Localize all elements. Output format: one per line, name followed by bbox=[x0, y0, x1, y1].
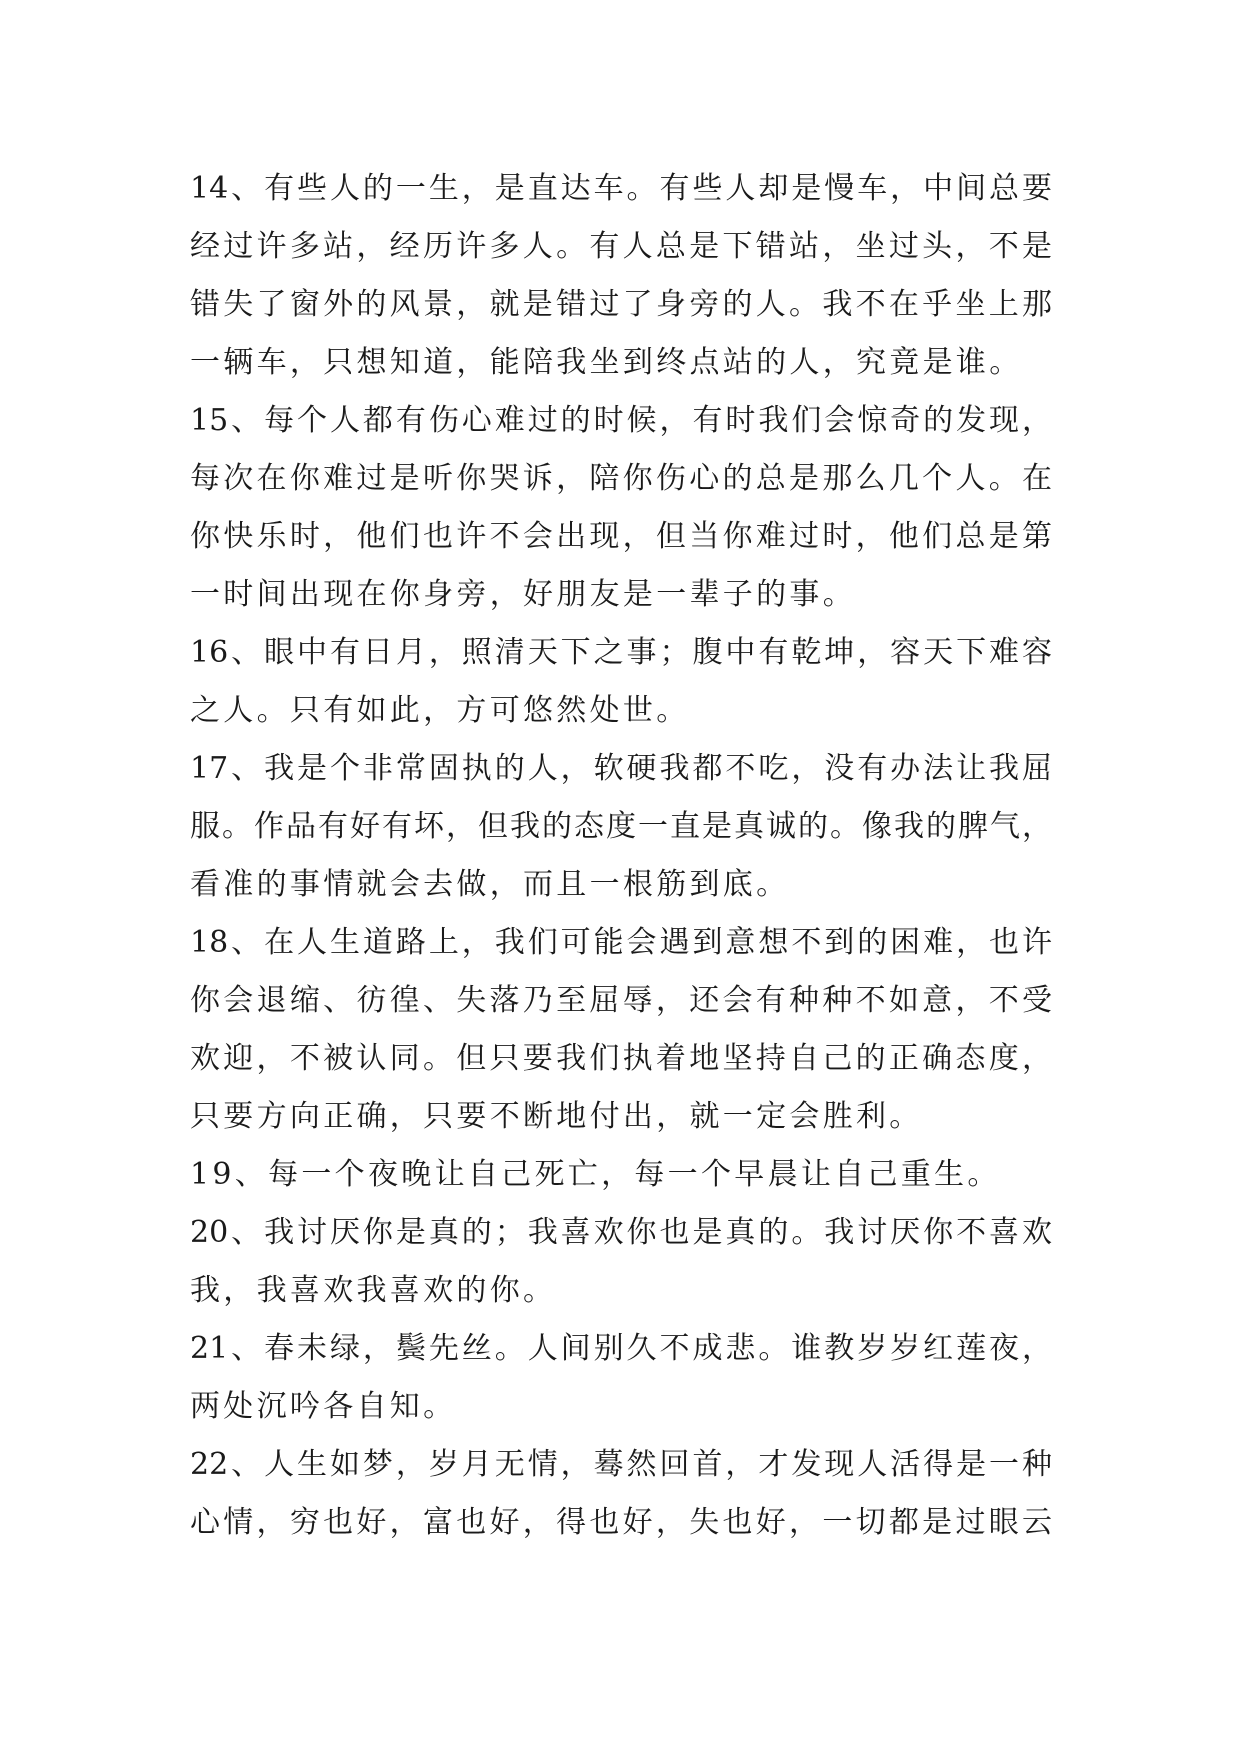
text-line: 15、每个人都有伤心难过的时候，有时我们会惊奇的发现， bbox=[190, 403, 1052, 438]
text-line: 21、春未绿，鬓先丝。人间别久不成悲。谁教岁岁红莲夜， bbox=[190, 1331, 1052, 1366]
text-line: 错失了窗外的风景，就是错过了身旁的人。我不在乎坐上那 bbox=[190, 287, 1052, 322]
text-line: 18、在人生道路上，我们可能会遇到意想不到的困难，也许 bbox=[190, 925, 1052, 960]
text-line: 14、有些人的一生，是直达车。有些人却是慢车，中间总要 bbox=[190, 171, 1052, 206]
document-body bbox=[190, 160, 1052, 1552]
text-line: 服。作品有好有坏，但我的态度一直是真诚的。像我的脾气， bbox=[190, 809, 1052, 844]
text-line: 你快乐时，他们也许不会出现，但当你难过时，他们总是第 bbox=[190, 519, 1052, 554]
text-line: 22、人生如梦，岁月无情，蓦然回首，才发现人活得是一种 bbox=[190, 1447, 1052, 1482]
text-line: 一时间出现在你身旁，好朋友是一辈子的事。 bbox=[190, 577, 856, 612]
text-line: 看准的事情就会去做，而且一根筋到底。 bbox=[190, 867, 790, 902]
text-line: 一辆车，只想知道，能陪我坐到终点站的人，究竟是谁。 bbox=[190, 345, 1023, 380]
text-line: 每次在你难过是听你哭诉，陪你伤心的总是那么几个人。在 bbox=[190, 461, 1052, 496]
text-line: 只要方向正确，只要不断地付出，就一定会胜利。 bbox=[190, 1099, 923, 1134]
text-line: 经过许多站，经历许多人。有人总是下错站，坐过头，不是 bbox=[190, 229, 1052, 264]
text-line: 你会退缩、彷徨、失落乃至屈辱，还会有种种不如意，不受 bbox=[190, 983, 1052, 1018]
text-line: 欢迎，不被认同。但只要我们执着地坚持自己的正确态度， bbox=[190, 1041, 1052, 1076]
text-line: 之人。只有如此，方可悠然处世。 bbox=[190, 693, 690, 728]
text-line: 17、我是个非常固执的人，软硬我都不吃，没有办法让我屈 bbox=[190, 751, 1052, 786]
text-line: 16、眼中有日月，照清天下之事；腹中有乾坤，容天下难容 bbox=[190, 635, 1052, 670]
text-line: 我，我喜欢我喜欢的你。 bbox=[190, 1273, 557, 1308]
text-line: 20、我讨厌你是真的；我喜欢你也是真的。我讨厌你不喜欢 bbox=[190, 1215, 1052, 1250]
text-line: 19、每一个夜晚让自己死亡，每一个早晨让自己重生。 bbox=[190, 1157, 1001, 1192]
text-line: 心情，穷也好，富也好，得也好，失也好，一切都是过眼云 bbox=[190, 1505, 1052, 1540]
text-line: 两处沉吟各自知。 bbox=[190, 1389, 457, 1424]
